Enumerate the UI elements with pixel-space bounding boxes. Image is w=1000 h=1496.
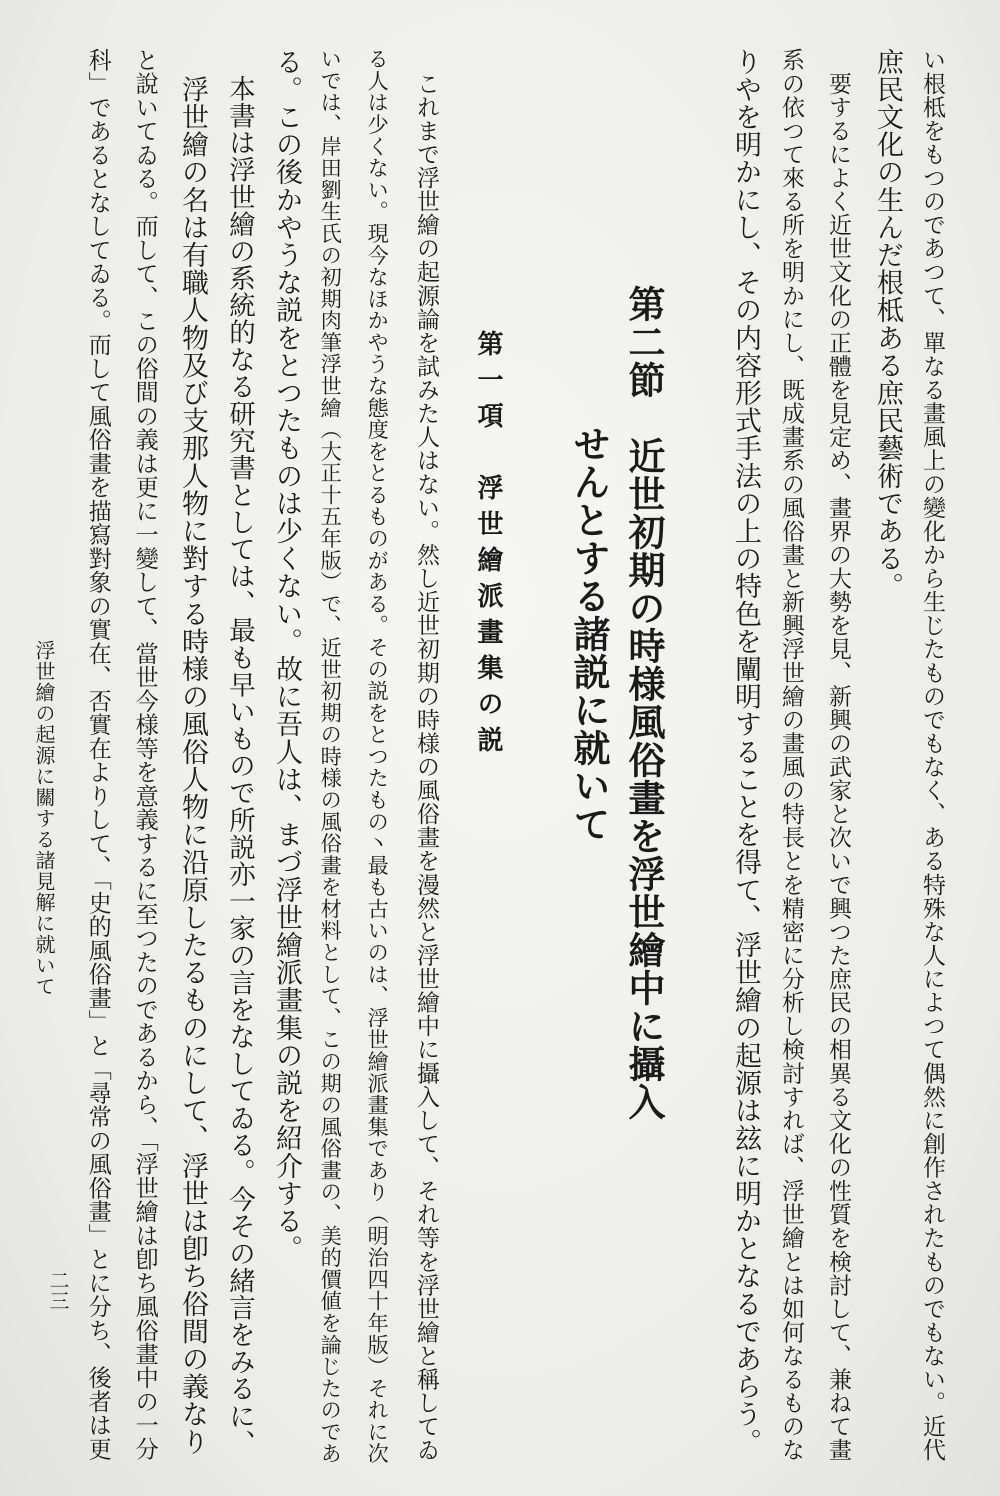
section-heading: 第二節 近世初期の時様風俗畫を浮世繪中に攝入 bbox=[622, 285, 666, 1121]
body-line: る。この後かやうな説をとつたものは少くない。故に吾人は、まづ浮世繪派畫集の説を紹介する。 bbox=[271, 48, 302, 1263]
page-number: 二三 bbox=[46, 1270, 70, 1312]
body-line: 科」であるとなしてゐる。而して風俗畫を描寫對象の實在、否實在よりして、「史的風俗畫」と「尋常の風俗畫」とに分ち、後者は更 bbox=[84, 48, 111, 1461]
body-line: いでは、岸田劉生氏の初期肉筆浮世繪（大正十五年版）で、近世初期の時様の風俗畫を材料として、この期の風俗畫の、美的價値を論じたのであ bbox=[318, 48, 344, 1465]
body-line: これまで浮世繪の起源論を試みた人はない。然し近世初期の時様の風俗畫を漫然と浮世繪中に攝入して、それ等を浮世繪と稱してゐ bbox=[412, 48, 439, 1462]
body-line: 浮世繪の名は有職人物及び支那人物に對する時様の風俗人物に沿原したるものにして、浮世は卽ち俗間の義なり bbox=[177, 48, 208, 1456]
body-line: 系の依つて來る所を明かにし、既成畫系の風俗畫と新興浮世繪の畫風の特長とを精密に分析し検討すれば、浮世繪とは如何なるものな bbox=[777, 48, 804, 1462]
body-line: る人は少くない。現今なほかやうな態度をとるものがある。その説をとつたもの丶最も古いのは、浮世繪派畫集であり（明治四十年版）それに次 bbox=[365, 48, 391, 1465]
running-head: 浮世繪の起源に關する諸見解に就いて bbox=[32, 640, 56, 997]
subheading: 第一項 浮世繪派畫集の説 bbox=[473, 330, 503, 762]
body-line: りやを明かにし、その内容形式手法の上の特色を闡明することを得て、浮世繪の起源は玆に明かとなるであらう。 bbox=[730, 48, 761, 1456]
body-line: と說いてゐる。而して、この俗間の義は更に一變して、當世今様等を意義するに至つたのであるから、「浮世繪は卽ち風俗畫中の一分 bbox=[131, 48, 158, 1461]
body-line: 庶民文化の生んだ根柢ある庶民藝術である。 bbox=[872, 48, 903, 600]
section-heading-continued: せんとする諸説に就いて bbox=[567, 425, 611, 843]
body-line: い根柢をもつのであつて、單なる畫風上の變化から生じたものでもなく、ある特殊な人によつて偶然に創作されたものでもない。近代 bbox=[918, 48, 945, 1462]
body-line: 本書は浮世繪の系統的なる研究書としては、最も早いもので所説亦一家の言をなしてゐる。今その緒言をみるに、 bbox=[224, 48, 256, 1457]
body-line: 要するによく近世文化の正體を見定め、畫界の大勢を見、新興の武家と次いで興つた庶民の相異る文化の性質を検討して、兼ねて畫 bbox=[824, 48, 851, 1462]
